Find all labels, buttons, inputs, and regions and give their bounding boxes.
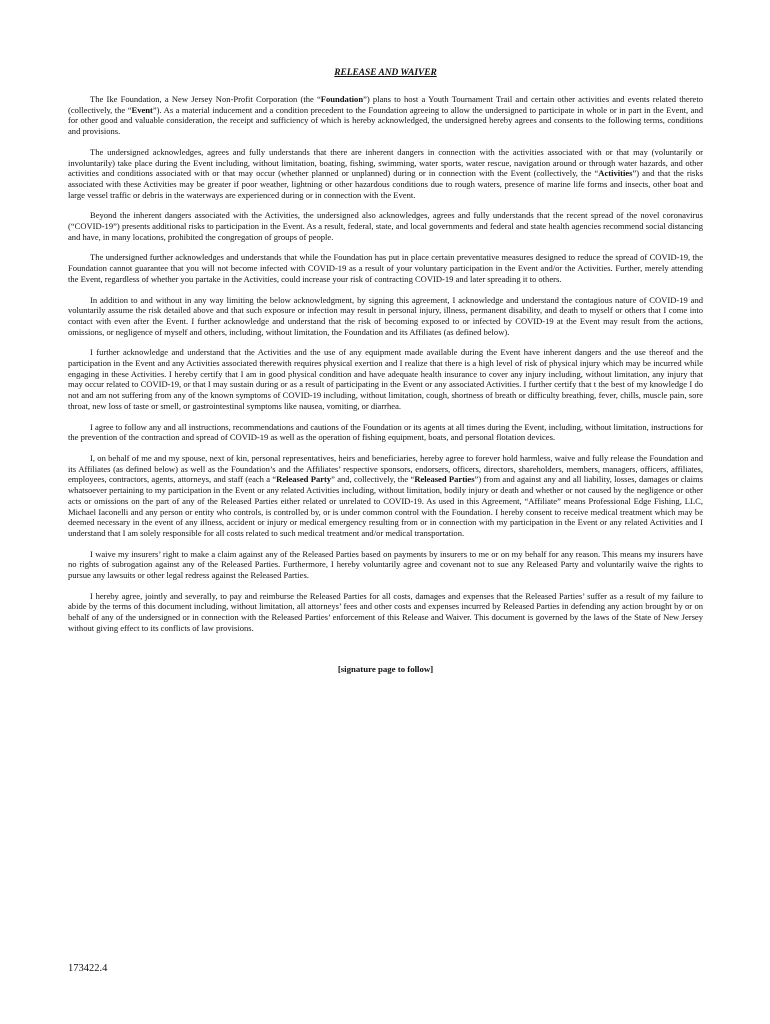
paragraph-text: Beyond the inherent dangers associated with the Activities, the undersigned also acknowledges, agrees and fully understands that the recent spread of the novel coronavirus (“COVID-19”) presents additional risks to participation in the Event. As a result, federal, state, and local governments and federal and state health agencies recommend social distancing and have, in many locations, prohibited the congregation of groups of people.	[68, 210, 703, 242]
paragraph-text: The undersigned acknowledges, agrees and fully understands that there are inherent dangers in connection with the activities associated with or that may (voluntarily or involuntarily) take place during the Event including, without limitation, boating, fishing, swimming, water sports, water rescue, navigation around or through water hazards, and other activities and conditions associated with or that may occur (whether planned or unplanned) during or in connection with the Event (collectively, the “	[68, 146, 703, 179]
paragraph	[68, 210, 703, 242]
document-body	[68, 94, 703, 634]
paragraph-text: ”) from and against any and all liability, losses, damages or claims whatsoever pertaining to my participation in the Event or any related Activities including, without limitation, bodily injury or death and whether or not caused by the negligence or other acts or omissions on the part of any of the Released Parties either related or unrelated to COVID-19. As used in this Agreement, “Affiliate” means Professional Edge Fishing, LLC, Michael Iaconelli and any person or entity who controls, is controlled by, or is under common control with the Foundation. I hereby consent to receive medical treatment which may be deemed necessary in the event of any illness, accident or injury or medical emergency resulting from or in connection with my participation in the Event or any related Activities and I understand that I am solely responsible for all costs related to such medical treatment and/or medical transportation.	[68, 474, 703, 538]
paragraph	[68, 422, 703, 443]
document-number: 173422.4	[68, 963, 108, 974]
paragraph-text: ”) and that the risks associated with these Activities may be greater if poor weather, lightning or other hazardous conditions due to rough waters, presence of marine life forms and insects, other boat and large vessel traffic or debris in the waterways are experienced during or in connection with the Event.	[68, 168, 703, 200]
paragraph	[68, 453, 703, 539]
document-title: RELEASE AND WAIVER	[334, 68, 437, 78]
paragraph-text: I waive my insurers’ right to make a claim against any of the Released Parties based on payments by insurers to me or on my behalf for any reason. This means my insurers have no rights of subrogation against any of the Released Parties. Furthermore, I hereby voluntarily agree and covenant not to sue any Released Party and voluntarily waive the rights to pursue any lawsuits or other legal redress against the Released Parties.	[68, 548, 703, 581]
paragraph-text: I, on behalf of me and my spouse, next of kin, personal representatives, heirs and beneficiaries, hereby agree to forever hold harmless, waive and fully release the Foundation and its Affiliates (as defined below) as well as the Foundation’s and the Affiliates’ respective sponsors, endorsers, officers, directors, shareholders, members, managers, officers, affiliates, employees, contractors, agents, attorneys, and staff (each a “	[68, 452, 703, 485]
paragraph	[68, 591, 703, 634]
paragraph-text: I agree to follow any and all instructions, recommendations and cautions of the Foundation or its agents at all times during the Event, including, without limitation, instructions for the prevention of the contraction and spread of COVID-19 as well as the operation of fishing equipment, boats, and personal flotation devices.	[68, 421, 703, 443]
paragraph-text: The undersigned further acknowledges and understands that while the Foundation has put in place certain preventative measures designed to reduce the spread of COVID-19, the Foundation cannot guarantee that you will not become infected with COVID-19 as a result of your voluntary participation in the Event and/or the Activities. Further, merely attending the Event, regardless of whether you partake in the Activities, could increase your risk of contracting COVID-19 and later spreading it to others.	[68, 252, 703, 284]
defined-term: Activities	[598, 168, 633, 179]
paragraph-text: In addition to and without in any way limiting the below acknowledgment, by signing this agreement, I acknowledge and understand the contagious nature of COVID-19 and voluntarily assume the risk detailed above and that such exposure or infection may result in personal injury, illness, permanent disability, and death to myself or others that I come into contact with even after the Event. I further acknowledge and understand that the risk of becoming exposed to or infected by COVID-19 at the Event may result from the actions, omissions, or negligence of myself and others, including, without limitation, the Foundation and its Affiliates (as defined below).	[68, 294, 703, 337]
paragraph	[68, 295, 703, 338]
paragraph-text: I further acknowledge and understand that the Activities and the use of any equipment made available during the Event have inherent dangers and the use thereof and the participation in the Event and any Activities associated therewith requires physical exertion and I realize that there is a high level of risk of physical injury which may be incurred while engaging in these Activities. I hereby certify that I am in good physical condition and have adequate health insurance to cover any injury including, without limitation, any injury that may occur related to COVID-19, or that I may sustain during or as a result of participating in the Event or any associated Activities. I further certify that t the best of my knowledge I do not and am not suffering from any of the known symptoms of COVID-19 including, without limitation, cough, shortness of breath or difficulty breathing, fever, chills, muscle pain, sore throat, new loss of taste or smell, or gastrointestinal symptoms like nausea, vomiting, or diarrhea.	[68, 347, 703, 411]
defined-term: Released Parties	[414, 474, 475, 485]
signature-page-note: [signature page to follow]	[337, 663, 434, 674]
paragraph-text: I hereby agree, jointly and severally, to pay and reimburse the Released Parties for all costs, damages and expenses that the Released Parties’ suffer as a result of my failure to abide by the terms of this document including, without limitation, all attorneys’ fees and other costs and expenses incurred by Released Parties in defending any action brought by or on behalf of any of the undersigned or in connection with the Released Parties’ enforcement of this Release and Waiver. This document is governed by the laws of the State of New Jersey without giving effect to its conflicts of law provisions.	[68, 590, 703, 633]
paragraph	[68, 549, 703, 581]
paragraph	[68, 147, 703, 201]
paragraph-text: ” and, collectively, the “	[331, 474, 415, 485]
paragraph	[68, 347, 703, 411]
defined-term: Event	[131, 104, 153, 115]
paragraph	[68, 252, 703, 284]
document-page	[68, 68, 703, 674]
defined-term: Foundation	[320, 94, 364, 104]
defined-term: Released Party	[276, 474, 332, 485]
paragraph-text: ”) plans to host a Youth Tournament Trail and certain other activities and events related thereto (collectively, the “	[68, 94, 703, 115]
paragraph	[68, 94, 703, 137]
paragraph-text: The Ike Foundation, a New Jersey Non-Profit Corporation (the “	[90, 94, 321, 104]
paragraph-text: ”). As a material inducement and a condition precedent to the Foundation agreeing to allow the undersigned to participate in whole or in part in the Event, and for other good and valuable consideration, the receipt and sufficiency of which is hereby acknowledged, the undersigned hereby agrees and consents to the following terms, conditions and provisions.	[68, 104, 703, 137]
